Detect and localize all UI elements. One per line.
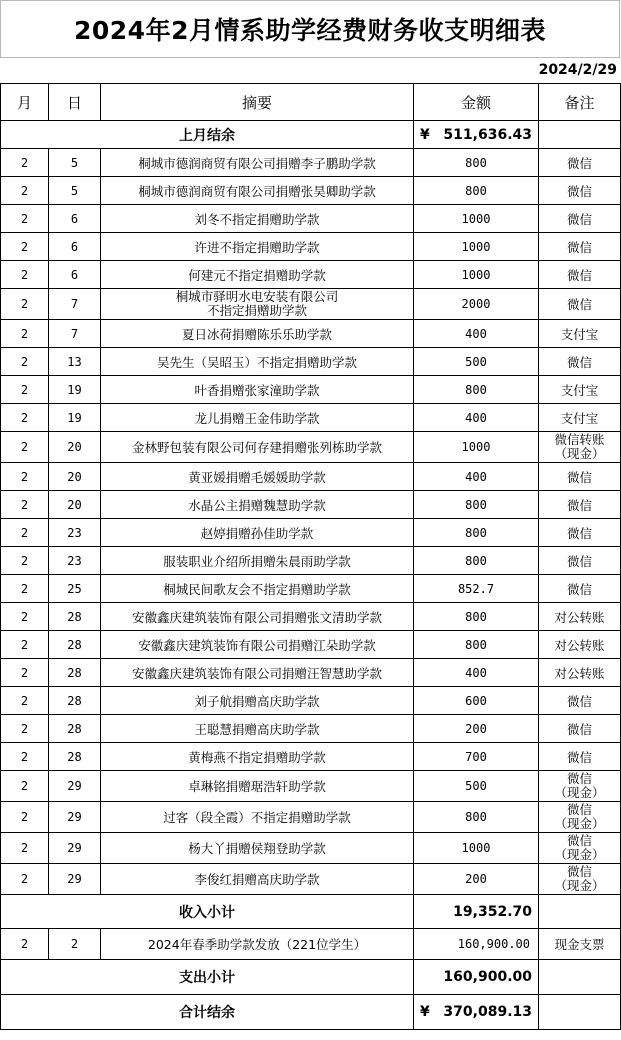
day-cell: 25 [49, 575, 101, 603]
table-row [1, 833, 621, 864]
table-row [1, 149, 621, 177]
expense-subtotal-row-label: 支出小计 [1, 960, 414, 995]
day-cell: 6 [49, 205, 101, 233]
header-day: 日 [49, 84, 101, 121]
summary-cell: 2024年春季助学款发放（221位学生） [101, 929, 414, 960]
day-cell: 28 [49, 687, 101, 715]
amount-cell: 700 [414, 743, 539, 771]
month-cell: 2 [1, 929, 49, 960]
day-cell: 28 [49, 659, 101, 687]
summary-cell: 赵婷捐赠孙佳助学款 [101, 519, 414, 547]
currency-symbol: ¥ [420, 126, 430, 143]
summary-cell: 王聪慧捐赠高庆助学款 [101, 715, 414, 743]
month-cell: 2 [1, 404, 49, 432]
amount-cell: 800 [414, 603, 539, 631]
table-row [1, 802, 621, 833]
amount-cell: 600 [414, 687, 539, 715]
note-cell: 支付宝 [539, 320, 621, 348]
amount-cell: 800 [414, 491, 539, 519]
note-cell: 微信 [539, 715, 621, 743]
summary-cell: 黄亚媛捐赠毛媛媛助学款 [101, 463, 414, 491]
table-row [1, 715, 621, 743]
expense-row [1, 929, 621, 960]
prev-balance-amount [414, 121, 539, 149]
month-cell: 2 [1, 233, 49, 261]
summary-cell: 刘冬不指定捐赠助学款 [101, 205, 414, 233]
month-cell: 2 [1, 376, 49, 404]
prev-balance-label: 上月结余 [1, 121, 414, 149]
day-cell: 28 [49, 743, 101, 771]
day-cell: 29 [49, 833, 101, 864]
day-cell: 6 [49, 261, 101, 289]
summary-cell: 叶香捐赠张家潼助学款 [101, 376, 414, 404]
table-row [1, 659, 621, 687]
day-cell: 7 [49, 320, 101, 348]
note-cell [539, 771, 621, 802]
summary-cell: 李俊红捐赠高庆助学款 [101, 864, 414, 895]
day-cell: 29 [49, 771, 101, 802]
note-cell: 微信 [539, 149, 621, 177]
note-cell: 现金支票 [539, 929, 621, 960]
month-cell: 2 [1, 547, 49, 575]
note-cell [539, 833, 621, 864]
total-balance-row [1, 995, 621, 1030]
amount-cell: 1000 [414, 432, 539, 463]
table-row [1, 631, 621, 659]
note-line-1: 微信 [566, 802, 592, 817]
amount-cell: 400 [414, 404, 539, 432]
finance-table [0, 83, 621, 1030]
table-row [1, 320, 621, 348]
day-cell: 13 [49, 348, 101, 376]
summary-cell: 安徽鑫庆建筑装饰有限公司捐赠江朵助学款 [101, 631, 414, 659]
table-row [1, 376, 621, 404]
month-cell: 2 [1, 715, 49, 743]
day-cell: 19 [49, 404, 101, 432]
table-row [1, 205, 621, 233]
note-cell: 微信 [539, 519, 621, 547]
expense-subtotal-row-amount [414, 960, 539, 995]
day-cell: 5 [49, 177, 101, 205]
day-cell: 23 [49, 519, 101, 547]
day-cell: 23 [49, 547, 101, 575]
note-cell: 微信 [539, 575, 621, 603]
amount-cell: 200 [414, 864, 539, 895]
summary-cell: 许进不指定捐赠助学款 [101, 233, 414, 261]
month-cell: 2 [1, 463, 49, 491]
amount-cell: 800 [414, 376, 539, 404]
summary-cell: 水晶公主捐赠魏慧助学款 [101, 491, 414, 519]
amount-cell: 800 [414, 149, 539, 177]
day-cell: 5 [49, 149, 101, 177]
day-cell: 7 [49, 289, 101, 320]
expense-subtotal-row [1, 960, 621, 995]
note-cell: 微信 [539, 687, 621, 715]
note-line-2: （现金） [554, 446, 605, 461]
note-line-2: （现金） [554, 816, 605, 831]
table-row [1, 177, 621, 205]
month-cell: 2 [1, 289, 49, 320]
amount-cell: 800 [414, 177, 539, 205]
empty-cell [539, 960, 621, 995]
note-cell: 微信 [539, 491, 621, 519]
amount-cell: 500 [414, 348, 539, 376]
empty-cell [539, 995, 621, 1030]
month-cell: 2 [1, 743, 49, 771]
summary-cell: 桐城市德润商贸有限公司捐赠张昊卿助学款 [101, 177, 414, 205]
table-row [1, 463, 621, 491]
note-line-2: （现金） [554, 878, 605, 893]
amount-cell: 800 [414, 519, 539, 547]
note-line-1: 微信 [566, 864, 592, 879]
summary-cell: 安徽鑫庆建筑装饰有限公司捐赠汪智慧助学款 [101, 659, 414, 687]
table-row [1, 491, 621, 519]
page-title: 2024年2月情系助学经费财务收支明细表 [0, 0, 620, 58]
currency-symbol: ¥ [420, 1004, 430, 1020]
amount-cell: 400 [414, 463, 539, 491]
note-cell: 对公转账 [539, 631, 621, 659]
prev-balance-row [1, 121, 621, 149]
note-cell: 微信 [539, 743, 621, 771]
month-cell: 2 [1, 348, 49, 376]
day-cell: 20 [49, 463, 101, 491]
note-cell [539, 864, 621, 895]
amount-cell: 2000 [414, 289, 539, 320]
day-cell: 20 [49, 432, 101, 463]
summary-cell: 夏日冰荷捐赠陈乐乐助学款 [101, 320, 414, 348]
note-line-2: （现金） [554, 785, 605, 800]
note-cell: 支付宝 [539, 376, 621, 404]
table-row [1, 519, 621, 547]
day-cell: 28 [49, 715, 101, 743]
note-cell: 微信 [539, 261, 621, 289]
total-balance-row-label: 合计结余 [1, 995, 414, 1030]
report-date: 2024/2/29 [538, 62, 617, 78]
note-cell [539, 432, 621, 463]
month-cell: 2 [1, 519, 49, 547]
total-balance-row-value: 370,089.13 [443, 1004, 532, 1020]
table-row [1, 432, 621, 463]
summary-cell: 卓琳铭捐赠琚浩轩助学款 [101, 771, 414, 802]
table-row [1, 233, 621, 261]
month-cell: 2 [1, 320, 49, 348]
note-cell: 微信 [539, 463, 621, 491]
month-cell: 2 [1, 205, 49, 233]
note-cell: 微信 [539, 547, 621, 575]
day-cell: 28 [49, 603, 101, 631]
summary-cell: 龙儿捐赠王金伟助学款 [101, 404, 414, 432]
month-cell: 2 [1, 575, 49, 603]
summary-cell: 桐城民间歌友会不指定捐赠助学款 [101, 575, 414, 603]
amount-cell: 1000 [414, 205, 539, 233]
amount-cell: 1000 [414, 233, 539, 261]
amount-cell: 1000 [414, 261, 539, 289]
table-row [1, 575, 621, 603]
amount-cell: 852.7 [414, 575, 539, 603]
amount-cell: 200 [414, 715, 539, 743]
day-cell: 29 [49, 864, 101, 895]
table-row [1, 864, 621, 895]
month-cell: 2 [1, 149, 49, 177]
month-cell: 2 [1, 491, 49, 519]
amount-cell: 400 [414, 320, 539, 348]
total-balance-row-amount [414, 995, 539, 1030]
header-note: 备注 [539, 84, 621, 121]
table-row [1, 404, 621, 432]
summary-cell: 吴先生（吴昭玉）不指定捐赠助学款 [101, 348, 414, 376]
day-cell: 2 [49, 929, 101, 960]
expense-subtotal-row-value: 160,900.00 [443, 969, 532, 985]
note-line-1: 微信转账 [554, 432, 605, 447]
note-line-1: 微信 [566, 771, 592, 786]
month-cell: 2 [1, 833, 49, 864]
day-cell: 28 [49, 631, 101, 659]
amount-cell: 800 [414, 547, 539, 575]
note-cell: 微信 [539, 177, 621, 205]
summary-line-1: 桐城市驿明水电安装有限公司 [175, 289, 339, 304]
month-cell: 2 [1, 261, 49, 289]
header-amount: 金额 [414, 84, 539, 121]
month-cell: 2 [1, 687, 49, 715]
prev-balance-value: 511,636.43 [443, 126, 532, 143]
month-cell: 2 [1, 631, 49, 659]
note-cell: 微信 [539, 289, 621, 320]
amount-cell: 160,900.00 [414, 929, 539, 960]
summary-cell [101, 289, 414, 320]
note-cell: 对公转账 [539, 659, 621, 687]
table-row [1, 743, 621, 771]
table-row [1, 348, 621, 376]
month-cell: 2 [1, 659, 49, 687]
month-cell: 2 [1, 603, 49, 631]
month-cell: 2 [1, 177, 49, 205]
summary-cell: 过客（段全霞）不指定捐赠助学款 [101, 802, 414, 833]
summary-cell: 桐城市德润商贸有限公司捐赠李子鹏助学款 [101, 149, 414, 177]
table-row [1, 603, 621, 631]
amount-cell: 800 [414, 631, 539, 659]
note-cell: 支付宝 [539, 404, 621, 432]
header-summary: 摘要 [101, 84, 414, 121]
table-row [1, 547, 621, 575]
day-cell: 6 [49, 233, 101, 261]
summary-line-2: 不指定捐赠助学款 [206, 303, 307, 318]
note-cell: 微信 [539, 348, 621, 376]
empty-cell [539, 121, 621, 149]
day-cell: 20 [49, 491, 101, 519]
note-cell: 微信 [539, 205, 621, 233]
month-cell: 2 [1, 864, 49, 895]
income-subtotal-row-amount [414, 895, 539, 929]
day-cell: 29 [49, 802, 101, 833]
header-month: 月 [1, 84, 49, 121]
note-line-1: 微信 [566, 833, 592, 848]
empty-cell [539, 895, 621, 929]
month-cell: 2 [1, 432, 49, 463]
summary-cell: 服装职业介绍所捐赠朱晨雨助学款 [101, 547, 414, 575]
summary-cell: 黄梅燕不指定捐赠助学款 [101, 743, 414, 771]
day-cell: 19 [49, 376, 101, 404]
note-cell: 对公转账 [539, 603, 621, 631]
table-row [1, 261, 621, 289]
summary-cell: 安徽鑫庆建筑装饰有限公司捐赠张文清助学款 [101, 603, 414, 631]
amount-cell: 500 [414, 771, 539, 802]
table-row [1, 771, 621, 802]
amount-cell: 1000 [414, 833, 539, 864]
header-row [1, 84, 621, 121]
month-cell: 2 [1, 802, 49, 833]
amount-cell: 400 [414, 659, 539, 687]
summary-cell: 刘子航捐赠高庆助学款 [101, 687, 414, 715]
amount-cell: 800 [414, 802, 539, 833]
summary-cell: 杨大丫捐赠侯翔登助学款 [101, 833, 414, 864]
note-cell: 微信 [539, 233, 621, 261]
income-subtotal-row-value: 19,352.70 [453, 903, 532, 920]
income-subtotal-row-label: 收入小计 [1, 895, 414, 929]
table-row [1, 289, 621, 320]
income-subtotal-row [1, 895, 621, 929]
summary-cell: 金林野包装有限公司何存建捐赠张列栋助学款 [101, 432, 414, 463]
note-cell [539, 802, 621, 833]
table-row [1, 687, 621, 715]
month-cell: 2 [1, 771, 49, 802]
summary-cell: 何建元不指定捐赠助学款 [101, 261, 414, 289]
note-line-2: （现金） [554, 847, 605, 862]
